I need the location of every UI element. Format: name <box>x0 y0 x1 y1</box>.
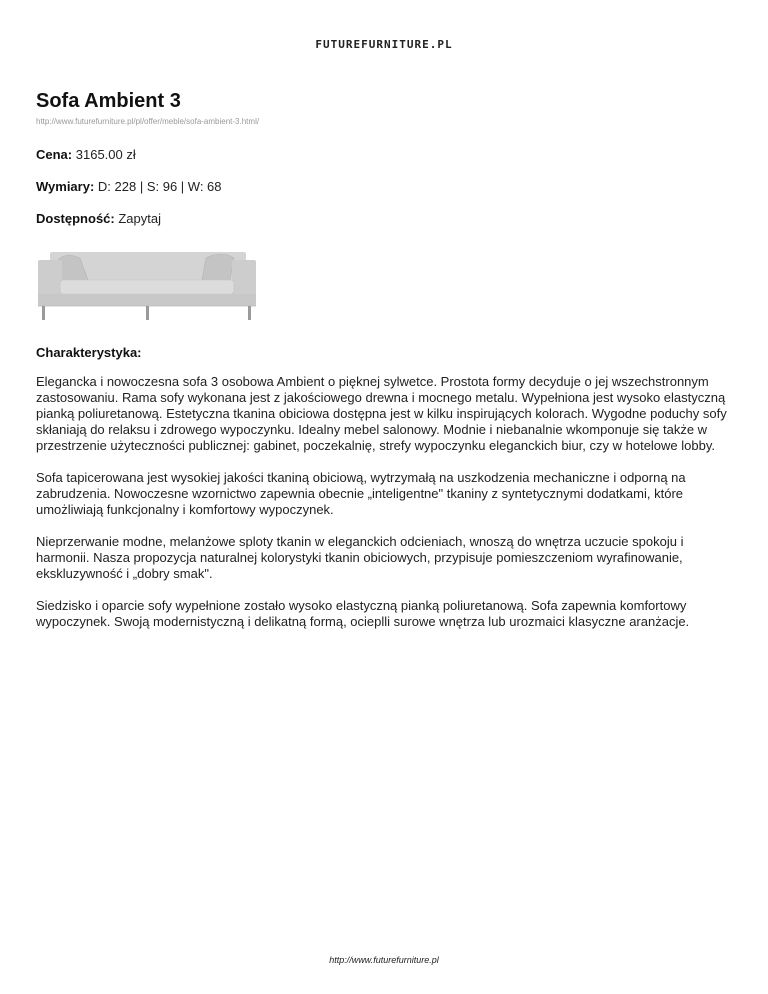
product-image <box>36 246 258 326</box>
price-row <box>36 147 136 162</box>
dimensions-value: D: 228 | S: 96 | W: 68 <box>97 179 222 194</box>
availability-label: Dostępność: <box>36 211 115 226</box>
availability-row <box>36 211 161 226</box>
paragraph: Sofa tapicerowana jest wysokiej jakości tkaniną obiciową, wytrzymałą na uszkodzenia mechaniczne i odporną na zabrudzenia. Nowoczesne wzornictwo zapewnia obecnie „inteligentne" tkaniny z syntetycznymi dodatkami, które umożliwiają funkcjonalny i komfortowy wypoczynek. <box>36 470 686 517</box>
price-label: Cena: <box>36 147 73 162</box>
characteristics-body <box>36 374 736 646</box>
paragraph: Elegancka i nowoczesna sofa 3 osobowa Ambient o pięknej sylwetce. Prostota formy decyduje o jej wszechstronnym zastosowaniu. Rama sofy wykonana jest z jakościowego drewna i mocnego metalu. Wypełniona jest wysoko elastyczną pianką poliuretanową. Estetyczna tkanina obiciowa dostępna jest w kilku inspirujących kolorach. Wygodne poduchy sofy skłaniają do relaksu i zdrowego wypoczynku. Idealny mebel salonowy. Modnie i niebanalnie wkomponuje się także w przestrzenie użyteczności publicznej: gabinet, poczekalnię, strefy wypoczynku eleganckich biur, czy w hotelowe lobby. <box>36 374 727 453</box>
price-value: 3165.00 zł <box>75 147 136 162</box>
dimensions-label: Wymiary: <box>36 179 95 194</box>
paragraph: Siedzisko i oparcie sofy wypełnione zostało wysoko elastyczną pianką poliuretanową. Sofa zapewnia komfortowy wypoczynek. Swoją modernistyczną i delikatną formą, ocieplli surowe wnętrza lub urozmaici klasyczne aranżacje. <box>36 598 690 629</box>
sofa-image <box>36 246 258 326</box>
availability-value: Zapytaj <box>118 211 161 226</box>
site-logo[interactable]: FUTUREFURNITURE.PL <box>315 38 453 51</box>
product-title: Sofa Ambient 3 <box>36 90 181 112</box>
dimensions-row <box>36 179 222 194</box>
product-url[interactable]: http://www.futurefurniture.pl/pl/offer/meble/sofa-ambient-3.html/ <box>36 117 260 126</box>
paragraph: Nieprzerwanie modne, melanżowe sploty tkanin w eleganckich odcieniach, wnoszą do wnętrza uczucie spokoju i harmonii. Nasza propozycja naturalnej kolorystyki tkanin obiciowych, przypisuje pomieszczeniom wyrafinowanie, ekskluzywność i „dobry smak". <box>36 534 684 581</box>
footer-url[interactable]: http://www.futurefurniture.pl <box>329 955 439 965</box>
characteristics-heading: Charakterystyka: <box>36 345 142 360</box>
